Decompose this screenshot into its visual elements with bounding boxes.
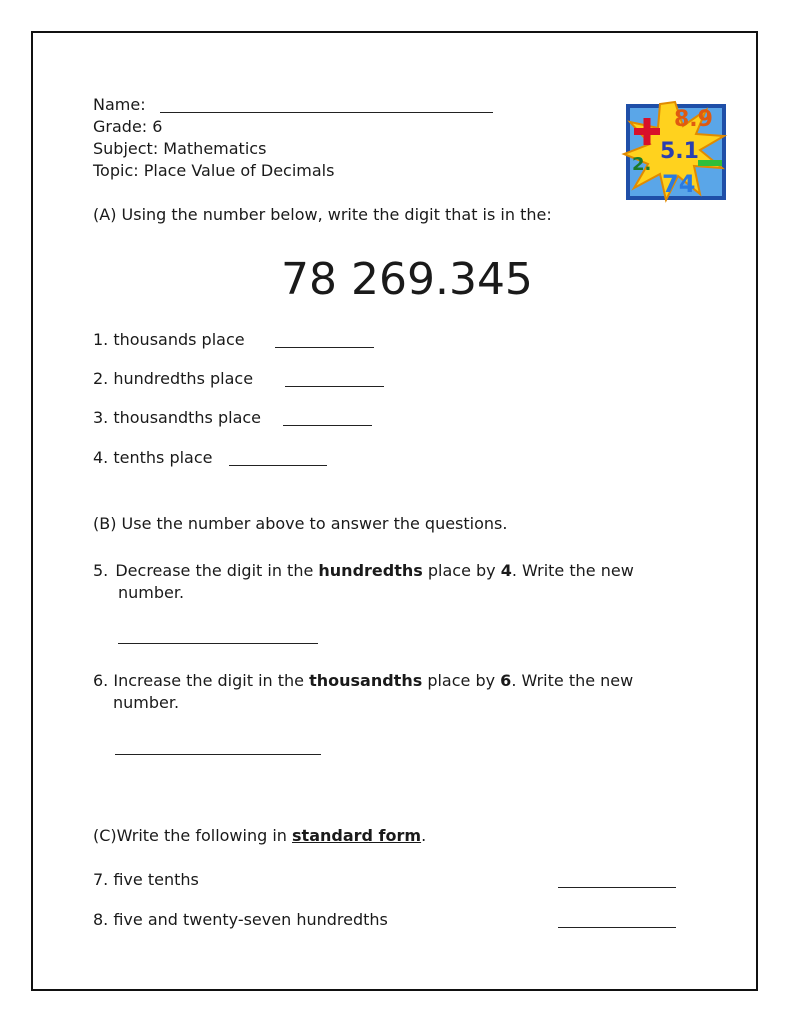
logo-digit-2: 5.1 bbox=[660, 139, 699, 164]
minus-sign bbox=[698, 160, 722, 166]
item-4-answer-line[interactable] bbox=[229, 465, 327, 466]
q6-number: 6. bbox=[93, 671, 109, 690]
logo-digit-4: 74 bbox=[662, 170, 696, 198]
logo-digit-1: 8.9 bbox=[674, 107, 713, 132]
subject-text: Subject: Mathematics bbox=[93, 139, 267, 158]
q5-text-post: . Write the new bbox=[511, 561, 634, 580]
section-c-text-pre: (C)Write the following in bbox=[93, 826, 293, 845]
q6-text-mid: place by bbox=[422, 671, 501, 690]
item-1-answer-line[interactable] bbox=[275, 347, 374, 348]
item-2-answer-line[interactable] bbox=[285, 386, 384, 387]
section-c-bold-underlined: standard form bbox=[292, 826, 422, 845]
item-1-text: 1. thousands place bbox=[93, 330, 245, 349]
section-a-instruction: (A) Using the number below, write the digit that is in the: bbox=[93, 205, 552, 224]
q5-amount: 4 bbox=[500, 561, 512, 580]
topic-text: Topic: Place Value of Decimals bbox=[93, 161, 335, 180]
name-answer-line[interactable] bbox=[160, 112, 493, 113]
section-c-text-post: . bbox=[421, 826, 427, 845]
question-6 bbox=[93, 671, 633, 691]
section-b-instruction: (B) Use the number above to answer the questions. bbox=[93, 514, 508, 533]
q6-amount: 6 bbox=[500, 671, 512, 690]
section-c-instruction bbox=[93, 826, 426, 846]
item-4-text: 4. tenths place bbox=[93, 448, 213, 467]
item-3-answer-line[interactable] bbox=[283, 425, 372, 426]
q6-line2: number. bbox=[113, 693, 180, 712]
q5-answer-line[interactable] bbox=[118, 643, 318, 644]
q6-text-post: . Write the new bbox=[511, 671, 634, 690]
item-7-text: 7. five tenths bbox=[93, 870, 199, 889]
grade-text: Grade: 6 bbox=[93, 117, 163, 136]
q5-line2: number. bbox=[118, 583, 185, 602]
q5-bold-word: hundredths bbox=[318, 561, 423, 580]
q5-text-pre: Decrease the digit in the bbox=[115, 561, 319, 580]
q5-number: 5. bbox=[93, 561, 109, 580]
plus-sign-v bbox=[644, 118, 651, 145]
item-8-text: 8. five and twenty-seven hundredths bbox=[93, 910, 388, 929]
item-3-text: 3. thousandths place bbox=[93, 408, 262, 427]
math-numbers-logo bbox=[620, 96, 730, 206]
q5-text-mid: place by bbox=[422, 561, 501, 580]
name-label: Name: bbox=[93, 95, 146, 114]
q6-text-pre: Increase the digit in the bbox=[113, 671, 310, 690]
item-2-text: 2. hundredths place bbox=[93, 369, 254, 388]
q6-answer-line[interactable] bbox=[115, 754, 321, 755]
target-number: 78 269.345 bbox=[281, 254, 533, 305]
question-5 bbox=[93, 561, 634, 581]
item-7-answer-line[interactable] bbox=[558, 887, 676, 888]
logo-digit-3: 2. bbox=[632, 154, 652, 175]
item-8-answer-line[interactable] bbox=[558, 927, 676, 928]
q6-bold-word: thousandths bbox=[309, 671, 423, 690]
